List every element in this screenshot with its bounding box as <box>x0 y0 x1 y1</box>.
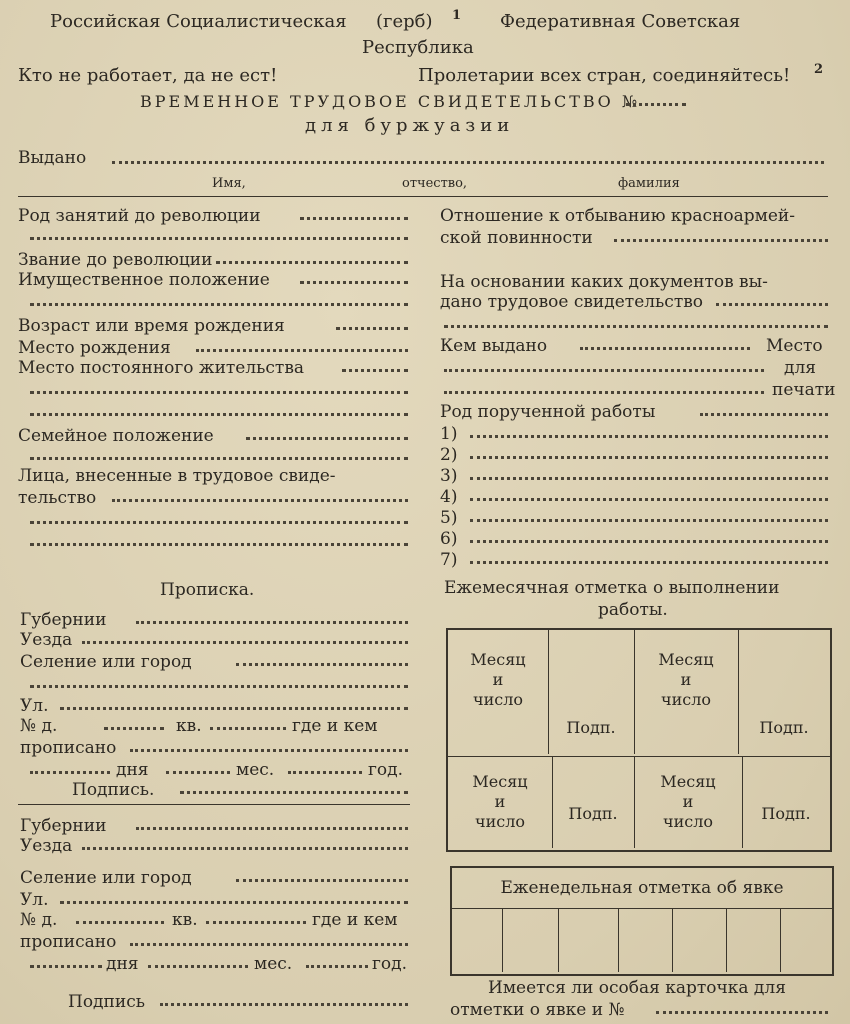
sign-cell: Подп. <box>568 804 618 823</box>
reg2-year-label: год. <box>372 954 408 974</box>
month-word: Месяц <box>658 650 714 669</box>
persons-field <box>112 496 408 502</box>
reg-registered-label: прописано <box>20 738 117 758</box>
rank-label: Звание до революции <box>18 250 213 270</box>
army-label-2: ской повинности <box>440 228 593 248</box>
caption-surname: фамилия <box>618 176 680 191</box>
reg2-house-label: № д. <box>20 910 58 930</box>
persons-field-2 <box>30 518 408 524</box>
card-label-2: отметки о явке и № <box>450 1000 625 1020</box>
registration-title: Прописка. <box>160 580 255 600</box>
residence-field-3 <box>30 410 408 416</box>
issued-field <box>112 158 824 164</box>
reg2-day-field <box>30 962 102 968</box>
header-emblem: (герб) <box>376 11 433 32</box>
issued-by-field-3 <box>444 388 764 394</box>
issued-by-field <box>580 344 750 350</box>
header-state-right: Федеративная Советская <box>500 11 741 32</box>
issued-by-field-2 <box>444 366 764 372</box>
reg2-registered-label: прописано <box>20 932 117 952</box>
month-date-cell <box>634 772 742 832</box>
work-field-5 <box>470 516 828 522</box>
reg2-flat-field <box>206 918 306 924</box>
issued-label: Выдано <box>18 148 87 168</box>
birthplace-field <box>196 346 408 352</box>
header-rule <box>18 196 828 197</box>
month-word: Месяц <box>472 772 528 791</box>
stamp-label-1: Место <box>766 336 823 356</box>
residence-label: Место постоянного жительства <box>18 358 305 378</box>
rank-field <box>216 258 408 264</box>
work-number-6: 6) <box>440 529 458 549</box>
property-field-2 <box>30 300 408 306</box>
residence-field-2 <box>30 388 408 394</box>
reg2-signature-field <box>160 1000 408 1006</box>
reg2-house-field <box>76 918 164 924</box>
registration-divider <box>18 804 410 805</box>
property-field <box>300 278 408 284</box>
month-date-cell <box>448 650 548 710</box>
reg2-where-label: где и кем <box>312 910 398 930</box>
reg-village-field <box>236 660 408 666</box>
work-number-3: 3) <box>440 466 458 486</box>
and-word: и <box>680 670 692 689</box>
occupation-label: Род занятий до революции <box>18 206 261 226</box>
row-divider <box>448 756 830 757</box>
reg2-day-label: дня <box>106 954 139 974</box>
residence-field <box>342 366 408 372</box>
and-word: и <box>492 670 504 689</box>
title-number-field <box>626 100 686 106</box>
month-date-cell <box>634 650 738 710</box>
reg-day-label: дня <box>116 760 149 780</box>
basis-field-2 <box>444 322 828 328</box>
reg2-village-field <box>236 876 408 882</box>
slogan-left: Кто не работает, да не ест! <box>18 65 278 86</box>
caption-patronymic: отчество, <box>402 176 468 191</box>
header-republic: Республика <box>362 37 474 58</box>
footnote-mark-1: 1 <box>452 8 462 23</box>
reg-signature-field <box>180 788 408 794</box>
card-label-1: Имеется ли особая карточка для <box>488 978 786 998</box>
month-word: Месяц <box>470 650 526 669</box>
property-label: Имущественное положение <box>18 270 270 290</box>
occupation-field <box>300 214 408 220</box>
work-number-7: 7) <box>440 550 458 570</box>
document-title: ВРЕМЕННОЕ ТРУДОВОЕ СВИДЕТЕЛЬСТВО № <box>140 92 640 111</box>
reg2-signature-label: Подпись <box>68 992 145 1012</box>
reg-signature-label: Подпись. <box>72 780 155 800</box>
work-field-2 <box>470 453 828 459</box>
work-kind-label: Род порученной работы <box>440 402 656 422</box>
army-field <box>614 236 828 242</box>
col-divider <box>780 908 781 972</box>
reg-village-field-2 <box>30 682 408 688</box>
month-date-cell <box>448 772 552 832</box>
reg-registered-field <box>130 746 408 752</box>
monthly-label-1: Ежемесячная отметка о выполнении <box>444 578 780 598</box>
work-number-4: 4) <box>440 487 458 507</box>
reg2-flat-label: кв. <box>172 910 198 930</box>
and-word: и <box>682 792 694 811</box>
reg2-province-field <box>136 824 408 830</box>
reg-house-field <box>104 724 164 730</box>
reg-village-label: Селение или город <box>20 652 192 672</box>
work-field-4 <box>470 495 828 501</box>
date-word: число <box>661 690 711 709</box>
reg-day-field <box>30 768 110 774</box>
col-divider <box>726 908 727 972</box>
reg-month-label: мес. <box>236 760 275 780</box>
and-word: и <box>494 792 506 811</box>
monthly-table <box>446 628 832 852</box>
stamp-label-3: печати <box>772 380 836 400</box>
card-field <box>656 1008 828 1014</box>
basis-label-2: дано трудовое свидетельство <box>440 292 704 312</box>
persons-label-2: тельство <box>18 488 97 508</box>
family-field-2 <box>30 454 408 460</box>
sign-cell: Подп. <box>566 718 616 737</box>
reg2-month-field <box>148 962 248 968</box>
reg-street-field <box>60 704 408 710</box>
work-field-6 <box>470 537 828 543</box>
reg-province-label: Губернии <box>20 610 107 630</box>
row-divider <box>452 908 832 909</box>
reg-street-label: Ул. <box>20 696 49 716</box>
col-divider <box>672 908 673 972</box>
col-divider <box>502 908 503 972</box>
reg2-province-label: Губернии <box>20 816 107 836</box>
reg-year-field <box>288 768 362 774</box>
reg2-district-label: Уезда <box>20 836 73 856</box>
caption-name: Имя, <box>212 176 246 191</box>
reg-month-field <box>166 768 230 774</box>
reg2-registered-field <box>130 940 408 946</box>
reg-house-label: № д. <box>20 716 58 736</box>
persons-label-1: Лица, внесенные в трудовое свиде- <box>18 466 336 486</box>
age-label: Возраст или время рождения <box>18 316 285 336</box>
reg-district-field <box>82 638 408 644</box>
age-field <box>336 324 408 330</box>
work-field-1 <box>470 432 828 438</box>
work-kind-field <box>700 410 828 416</box>
occupation-field-2 <box>30 234 408 240</box>
stamp-label-2: для <box>784 358 816 378</box>
sign-cell: Подп. <box>761 804 811 823</box>
reg2-street-field <box>60 898 408 904</box>
basis-field <box>716 300 828 306</box>
reg2-district-field <box>82 844 408 850</box>
reg2-year-field <box>306 962 368 968</box>
reg-flat-field <box>210 724 286 730</box>
work-number-1: 1) <box>440 424 458 444</box>
col-divider <box>742 756 743 848</box>
reg2-village-label: Селение или город <box>20 868 192 888</box>
work-number-2: 2) <box>440 445 458 465</box>
date-word: число <box>475 812 525 831</box>
persons-field-3 <box>30 540 408 546</box>
header-state-left: Российская Социалистическая <box>50 11 347 32</box>
col-divider <box>618 908 619 972</box>
birthplace-label: Место рождения <box>18 338 171 358</box>
reg2-month-label: мес. <box>254 954 293 974</box>
slogan-right: Пролетарии всех стран, соединяйтесь! <box>418 65 791 86</box>
issued-by-label: Кем выдано <box>440 336 548 356</box>
work-number-5: 5) <box>440 508 458 528</box>
family-label: Семейное положение <box>18 426 214 446</box>
date-word: число <box>663 812 713 831</box>
reg2-street-label: Ул. <box>20 890 49 910</box>
weekly-table <box>450 866 834 976</box>
reg-where-label: где и кем <box>292 716 378 736</box>
month-word: Месяц <box>660 772 716 791</box>
weekly-title: Еженедельная отметка об явке <box>500 878 784 898</box>
work-field-3 <box>470 474 828 480</box>
reg-province-field <box>136 618 408 624</box>
monthly-label-2: работы. <box>598 600 668 620</box>
footnote-mark-2: 2 <box>814 62 824 77</box>
sign-cell: Подп. <box>759 718 809 737</box>
date-word: число <box>473 690 523 709</box>
reg-flat-label: кв. <box>176 716 202 736</box>
reg-year-label: год. <box>368 760 404 780</box>
army-label-1: Отношение к отбыванию красноармей- <box>440 206 796 226</box>
basis-label-1: На основании каких документов вы- <box>440 272 768 292</box>
col-divider <box>552 756 553 848</box>
work-field-7 <box>470 558 828 564</box>
family-field <box>246 434 408 440</box>
reg-district-label: Уезда <box>20 630 73 650</box>
col-divider <box>558 908 559 972</box>
document-subtitle: для буржуазии <box>305 115 515 136</box>
